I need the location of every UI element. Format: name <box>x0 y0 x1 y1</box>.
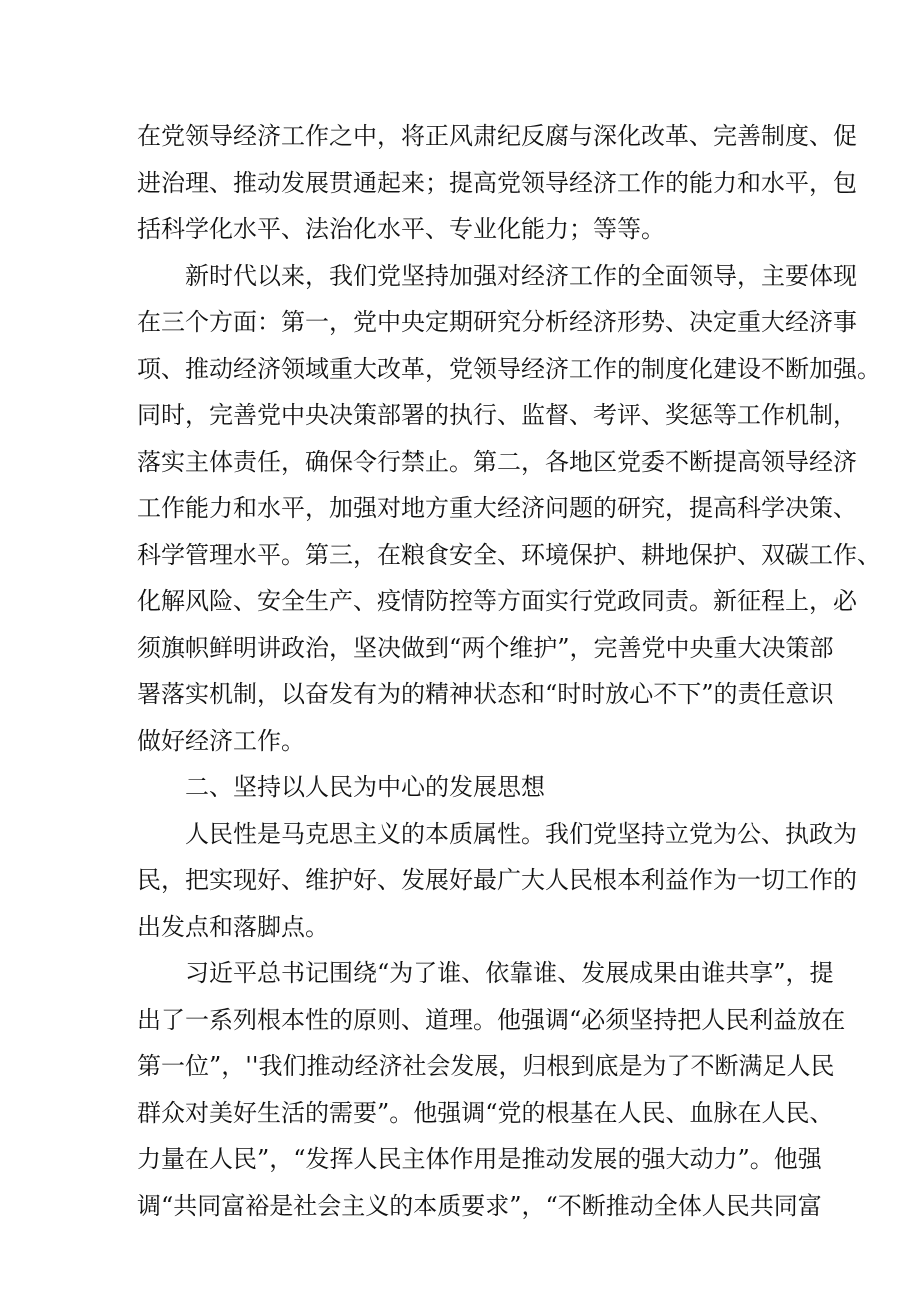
paragraph-line: 出发点和落脚点。 <box>137 912 329 941</box>
paragraph-line: 同时，完善党中央决策部署的执行、监督、考评、奖惩等工作机制， <box>137 401 857 429</box>
paragraph-line: 工作能力和水平，加强对地方重大经济问题的研究，提高科学决策、 <box>137 494 857 522</box>
paragraph-line: 括科学化水平、法治化水平、专业化能力；等等。 <box>137 215 665 243</box>
paragraph-line: 做好经济工作。 <box>137 726 305 755</box>
paragraph-line: 人民性是马克思主义的本质属性。我们党坚持立党为公、执政为 <box>185 819 857 848</box>
paragraph-line: 落实主体责任，确保令行禁止。第二，各地区党委不断提高领导经济 <box>137 447 857 476</box>
paragraph-line: 进治理、推动发展贯通起来；提高党领导经济工作的能力和水平，包 <box>137 168 857 197</box>
paragraph-line: 习近平总书记围绕“为了谁、依靠谁、发展成果由谁共享”，提 <box>185 959 834 987</box>
paragraph-line: 在党领导经济工作之中，将正风肃纪反腐与深化改革、完善制度、促 <box>137 122 857 150</box>
paragraph-line: 出了一系列根本性的原则、道理。他强调“必须坚持把人民利益放在 <box>137 1005 846 1034</box>
body-text <box>137 113 881 1229</box>
paragraph-line: 项、推动经济领域重大改革，党领导经济工作的制度化建设不断加强。 <box>137 354 881 383</box>
paragraph-line: 第一位”，''我们推动经济社会发展，归根到底是为了不断满足人民 <box>137 1052 835 1080</box>
paragraph-line: 署落实机制，以奋发有为的精神状态和“时时放心不下”的责任意识 <box>137 680 834 708</box>
paragraph-line: 化解风险、安全生产、疫情防控等方面实行党政同责。新征程上，必 <box>137 587 857 615</box>
paragraph-line: 在三个方面：第一，党中央定期研究分析经济形势、决定重大经济事 <box>137 308 857 336</box>
paragraph-line: 新时代以来，我们党坚持加强对经济工作的全面领导，主要体现 <box>185 261 857 290</box>
paragraph-line: 民，把实现好、维护好、发展好最广大人民根本利益作为一切工作的 <box>137 866 857 894</box>
paragraph-line: 科学管理水平。第三，在粮食安全、环境保护、耕地保护、双碳工作、 <box>137 540 881 569</box>
paragraph-line: 力量在人民”，“发挥人民主体作用是推动发展的强大动力”。他强 <box>137 1145 822 1173</box>
section-heading: 二、坚持以人民为中心的发展思想 <box>185 773 545 801</box>
paragraph-line: 调“共同富裕是社会主义的本质要求”，“不断推动全体人民共同富 <box>137 1191 822 1220</box>
paragraph-line: 须旗帜鲜明讲政治，坚决做到“两个维护”，完善党中央重大决策部 <box>137 633 834 662</box>
paragraph-line: 群众对美好生活的需要”。他强调“党的根基在人民、血脉在人民、 <box>137 1098 834 1127</box>
